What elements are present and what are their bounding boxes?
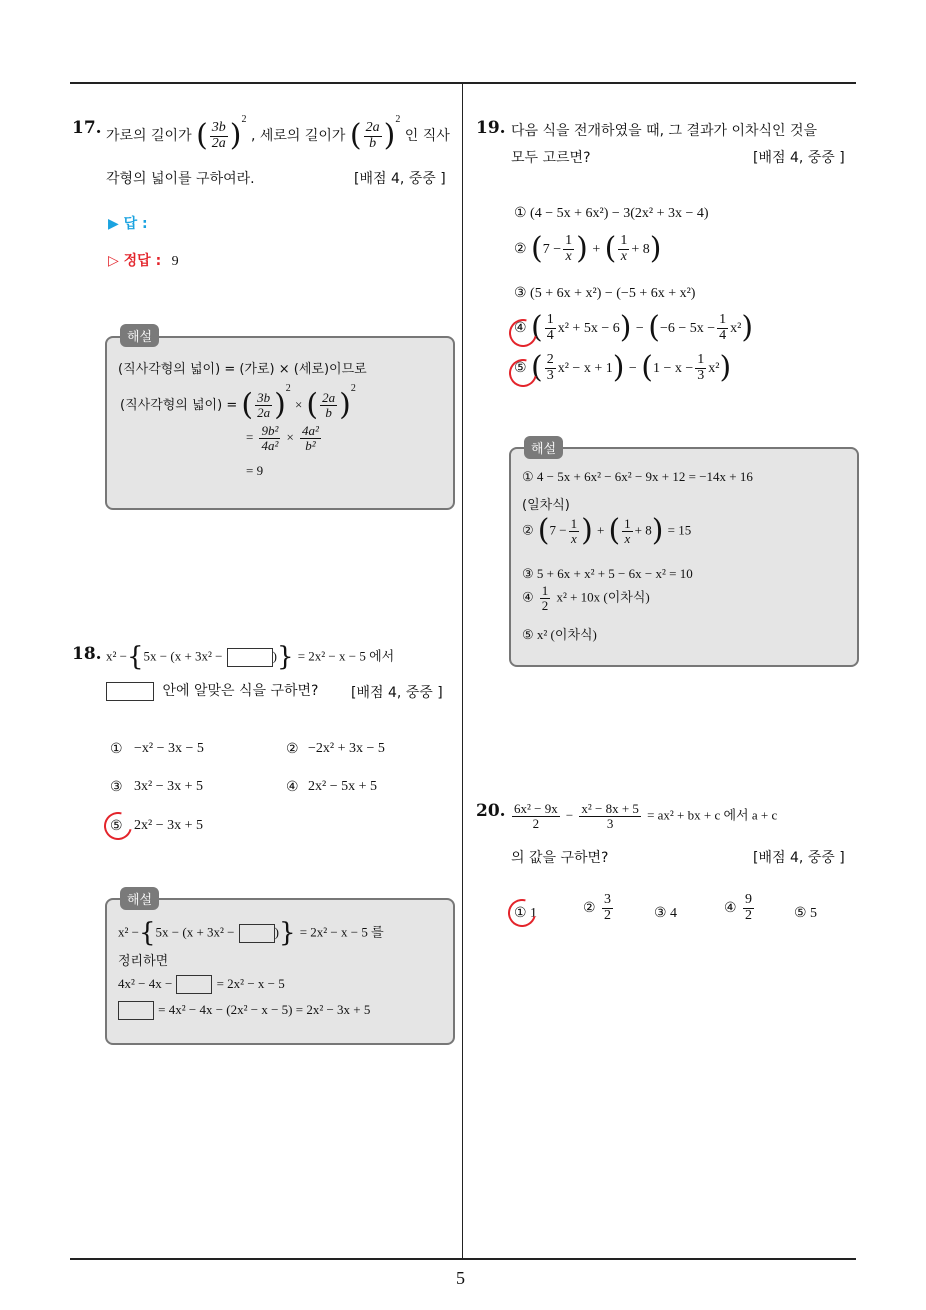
q18-option-3-mark: ③: [110, 780, 123, 795]
q19-explain-line3: ② (7 − $\frac{1}{x}$ ) + ( $\frac{1}{x}$ + 8) = 15: [522, 513, 692, 548]
q17-explain-line3: = $\frac{\text{9b²}}{\text{4a²}}$ × $\frac{\text{4a²}}{\text{b²}}$: [246, 423, 319, 453]
q19-explain-line6: ⑤ x² (이차식): [522, 627, 597, 642]
q18-points: [배점 4, 중중 ]: [351, 685, 443, 701]
q19-explain-line4: ③ 5 + 6x + x² + 5 − 6x − x² = 10: [522, 566, 693, 581]
q18-option-1[interactable]: −x² − 3x − 5: [134, 741, 204, 756]
q19-option-2[interactable]: ② (7 − $\frac{1}{x}$ ) + ( $\frac{1}{x}$ + 8): [514, 231, 662, 267]
q20-correct-circle: [503, 894, 541, 932]
q19-explain-line2: (일차식): [522, 498, 570, 513]
q17-points: [배점 4, 중중 ]: [354, 171, 446, 187]
q19-option-3[interactable]: ③ (5 + 6x + x²) − (−5 + 6x + x²): [514, 286, 696, 301]
q20-option-4[interactable]: ④ $\frac{9}{2}$: [724, 892, 753, 923]
q18-explain-line3: 4x² − 4x − = 2x² − x − 5: [118, 975, 285, 994]
q18-option-1-mark: ①: [110, 742, 123, 757]
q18-correct-circle: [99, 807, 137, 845]
q18-option-3[interactable]: 3x² − 3x + 5: [134, 779, 203, 794]
q19-number: 19.: [476, 118, 506, 138]
q19-points: [배점 4, 중중 ]: [753, 150, 845, 166]
q18-option-5[interactable]: 2x² − 3x + 5: [134, 818, 203, 833]
q19-stem-line2: 모두 고르면?: [511, 150, 591, 166]
q18-number: 18.: [72, 644, 102, 664]
q18-option-2[interactable]: −2x² + 3x − 5: [308, 741, 385, 756]
top-rule: [70, 82, 856, 84]
q18-explain-line4: = 4x² − 4x − (2x² − x − 5) = 2x² − 3x + 5: [118, 1001, 370, 1020]
q18-explain-line2: 정리하면: [118, 954, 169, 969]
q17-explain-line1: (직사각형의 넓이) = (가로) × (세로)이므로: [118, 362, 367, 377]
q17-number: 17.: [72, 118, 102, 138]
q19-option-5[interactable]: ⑤ ( $\frac{2}{3}$ x² − x + 1) − (1 − x − $\frac{1}{3}$ x²): [514, 350, 732, 386]
page-number: 5: [456, 1268, 465, 1288]
q20-option-1[interactable]: ① 1: [514, 906, 538, 921]
q17-stem-line2: 각형의 넓이를 구하여라.: [106, 171, 255, 187]
q18-option-2-mark: ②: [286, 742, 299, 757]
q19-stem-line1: 다음 식을 전개하였을 때, 그 결과가 이차식인 것을: [511, 123, 818, 139]
q19-explain-line5: ④ $\frac{1}{2}$ x² + 10x (이차식): [522, 583, 650, 613]
q18-stem-line1: x² −{5x − (x + 3x² − )} = 2x² − x − 5 에서: [106, 642, 395, 672]
q19-option-1[interactable]: ① (4 − 5x + 6x²) − 3(2x² + 3x − 4): [514, 206, 709, 221]
q18-explain-line1: x² −{5x − (x + 3x² − )} = 2x² − x − 5 를: [118, 918, 384, 948]
q19-explain-line1: ① 4 − 5x + 6x² − 6x² − 9x + 12 = −14x + 16: [522, 469, 753, 484]
q17-stem-line1: 가로의 길이가 ( $\frac{3b}{2a}$ )$^2$ , 세로의 길이가 ( $\frac{2a}{b}$ )$^2$ 인 직사: [106, 114, 450, 153]
q18-explanation-tab: 해설: [120, 887, 159, 910]
q18-blank: [227, 648, 273, 667]
q17-correct-answer: ▷ 정답 : 9: [108, 253, 179, 269]
q18-option-4-mark: ④: [286, 780, 299, 795]
q18-stem-line2: 안에 알맞은 식을 구하면?: [106, 680, 318, 701]
q20-option-2[interactable]: ② $\frac{3}{2}$: [583, 892, 612, 923]
q17-explain-line2: (직사각형의 넓이) = ( $\frac{3b}{2a}$ )$^2$ × ( $\frac{2a}{b}$ )$^2$: [120, 383, 356, 423]
q17-answer-label: ▶ 답 :: [108, 216, 148, 232]
q20-stem-line1: $\frac{\text{6x² − 9x}}{2}$ − $\frac{\text{x² − 8x + 5}}{3}$ = ax² + bx + c 에서 a + c: [514, 801, 778, 831]
q18-option-5-mark: ⑤: [110, 819, 123, 834]
q20-number: 20.: [476, 801, 506, 821]
q19-explanation-tab: 해설: [524, 436, 563, 459]
q20-points: [배점 4, 중중 ]: [753, 850, 845, 866]
bottom-rule: [70, 1258, 856, 1260]
q19-option-4[interactable]: ④ ( $\frac{1}{4}$ x² + 5x − 6) − (−6 − 5x − $\frac{1}{4}$ x²): [514, 310, 754, 346]
q17-explain-result: = 9: [246, 463, 264, 478]
q17-explanation-tab: 해설: [120, 324, 159, 347]
q20-stem-line2: 의 값을 구하면?: [511, 850, 609, 866]
column-divider: [462, 84, 463, 1260]
q18-option-4[interactable]: 2x² − 5x + 5: [308, 779, 377, 794]
q20-option-5[interactable]: ⑤ 5: [794, 906, 818, 921]
q20-option-3[interactable]: ③ 4: [654, 906, 678, 921]
